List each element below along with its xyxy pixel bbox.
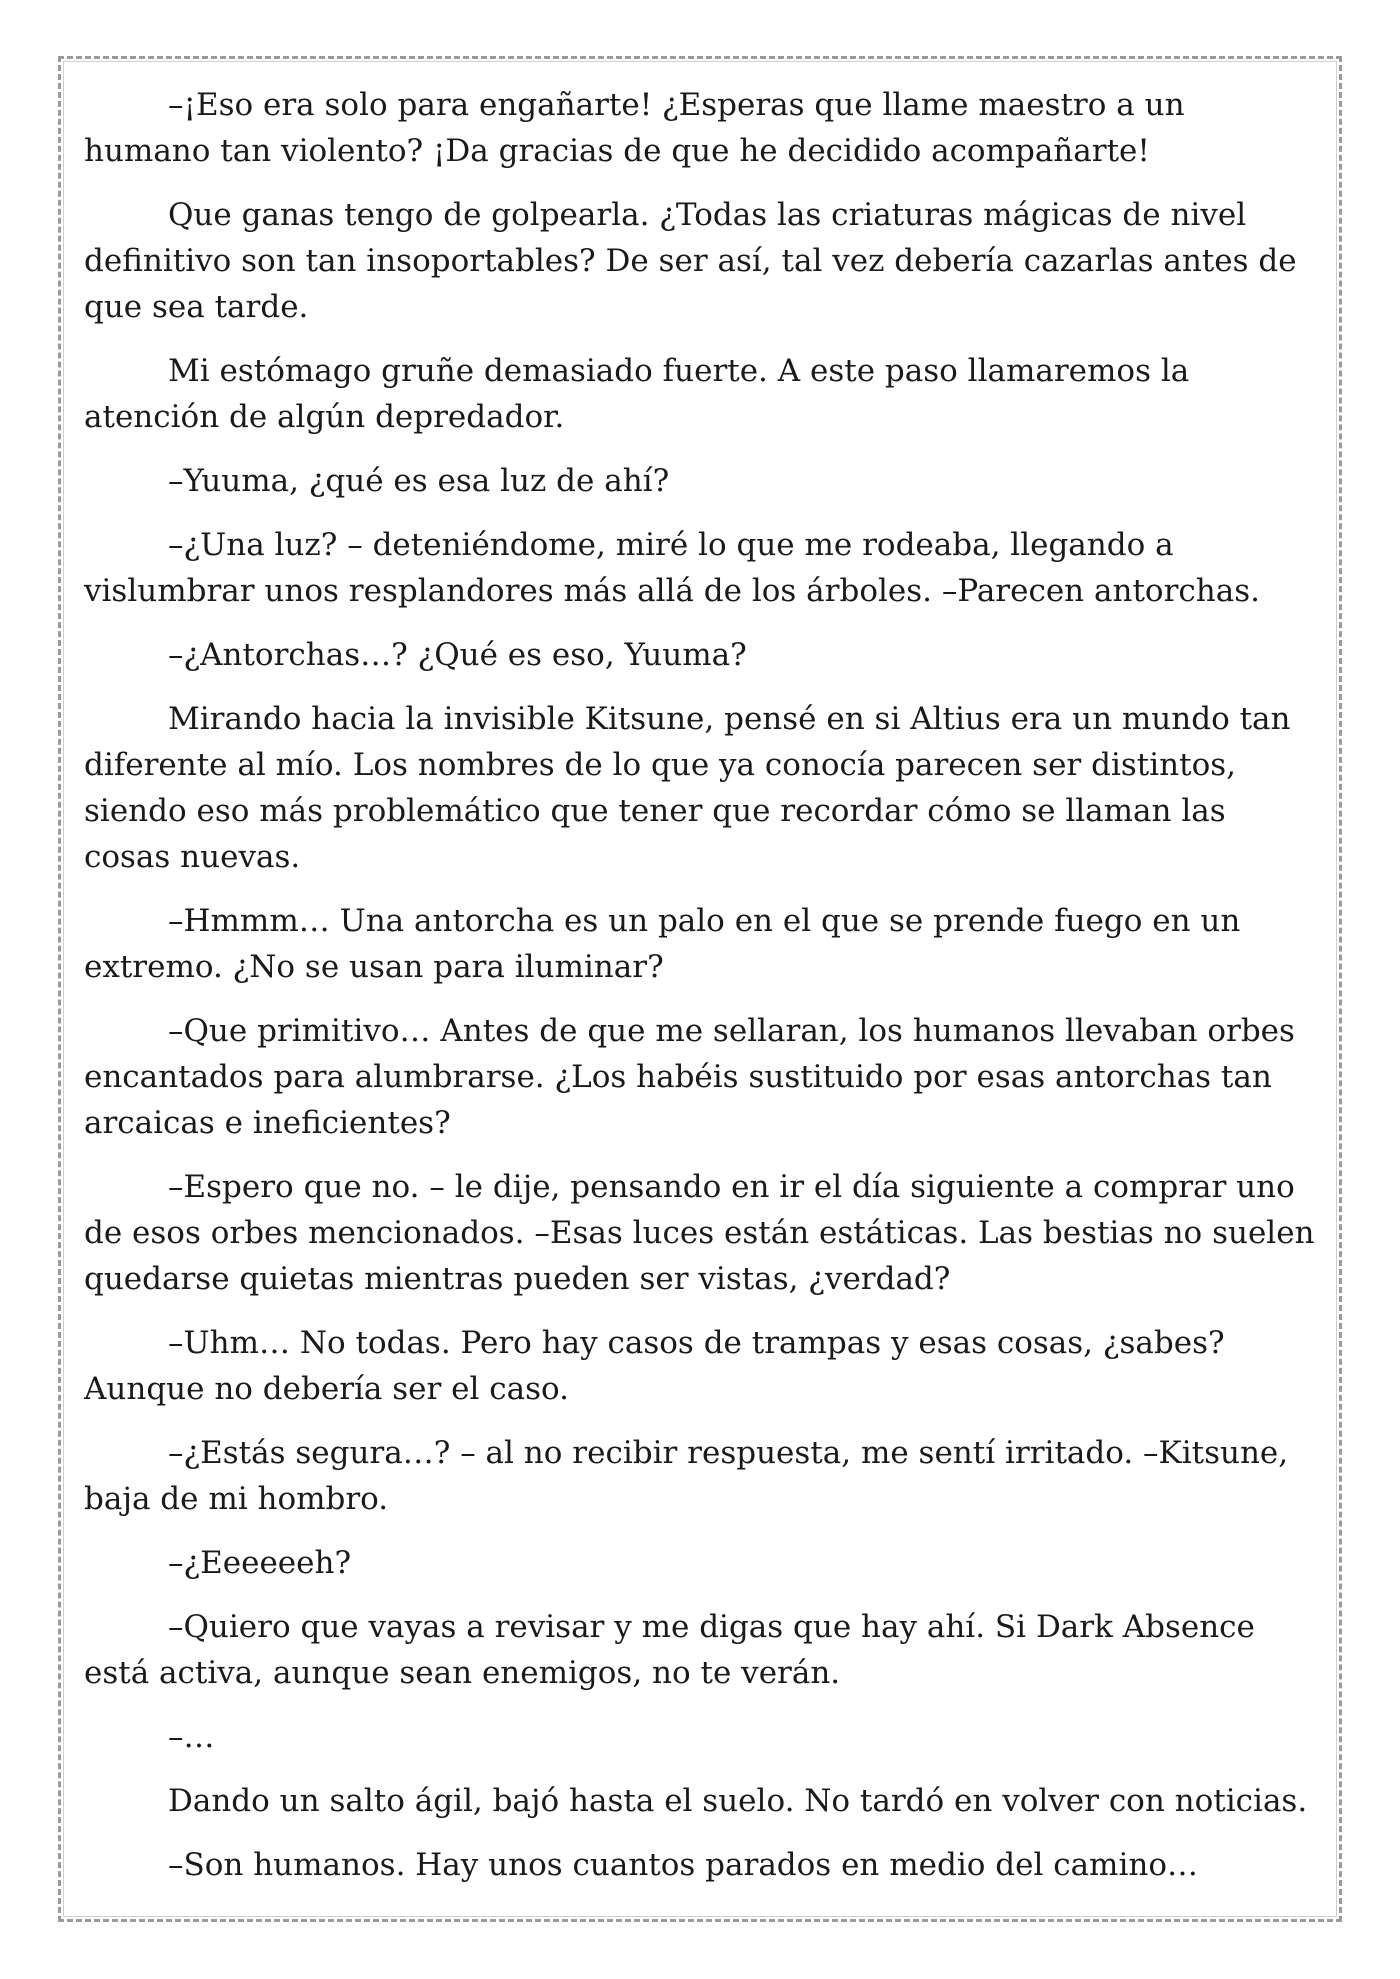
- paragraph: –¿Una luz? – deteniéndome, miré lo que me rodeaba, llegando a vislumbrar unos resplandores más allá de los árboles. –Parecen antorchas.: [84, 527, 1260, 609]
- paragraph: Mirando hacia la invisible Kitsune, pensé en si Altius era un mundo tan diferente al mío. Los nombres de lo que ya conocía parecen ser distintos, siendo eso más problemático que tener que recordar cómo se llaman las cosas nuevas.: [84, 701, 1291, 875]
- paragraph: –Yuuma, ¿qué es esa luz de ahí?: [168, 463, 670, 499]
- paragraph: –¿Antorchas…? ¿Qué es eso, Yuuma?: [168, 637, 747, 673]
- paragraph: –Que primitivo… Antes de que me sellaran, los humanos llevaban orbes encantados para alumbrarse. ¿Los habéis sustituido por esas antorchas tan arcaicas e ineficientes?: [84, 1013, 1295, 1141]
- paragraph: Mi estómago gruñe demasiado fuerte. A este paso llamaremos la atención de algún depredador.: [84, 353, 1190, 435]
- paragraph: –¿Estás segura…? – al no recibir respuesta, me sentí irritado. –Kitsune, baja de mi hombro.: [84, 1435, 1289, 1517]
- paragraph: –¿Eeeeeeh?: [168, 1545, 352, 1581]
- paragraph: –Espero que no. – le dije, pensando en ir el día siguiente a comprar uno de esos orbes mencionados. –Esas luces están estáticas. Las bestias no suelen quedarse quietas mientras pueden ser vistas, ¿verdad?: [84, 1169, 1315, 1297]
- paragraph: –Son humanos. Hay unos cuantos parados en medio del camino…: [168, 1847, 1198, 1883]
- document-page: [84, 82, 1316, 1906]
- paragraph: –…: [168, 1719, 215, 1755]
- paragraph: –Hmmm… Una antorcha es un palo en el que se prende fuego en un extremo. ¿No se usan para iluminar?: [84, 903, 1241, 985]
- paragraph: –Quiero que vayas a revisar y me digas que hay ahí. Si Dark Absence está activa, aunque sean enemigos, no te verán.: [84, 1609, 1255, 1691]
- paragraph: Que ganas tengo de golpearla. ¿Todas las criaturas mágicas de nivel definitivo son tan insoportables? De ser así, tal vez debería cazarlas antes de que sea tarde.: [84, 197, 1297, 325]
- paragraph: –¡Eso era solo para engañarte! ¿Esperas que llame maestro a un humano tan violento? ¡Da gracias de que he decidido acompañarte!: [84, 87, 1185, 169]
- paragraph: –Uhm… No todas. Pero hay casos de trampas y esas cosas, ¿sabes? Aunque no debería ser el caso.: [84, 1325, 1225, 1407]
- paragraph: Dando un salto ágil, bajó hasta el suelo. No tardó en volver con noticias.: [168, 1783, 1308, 1819]
